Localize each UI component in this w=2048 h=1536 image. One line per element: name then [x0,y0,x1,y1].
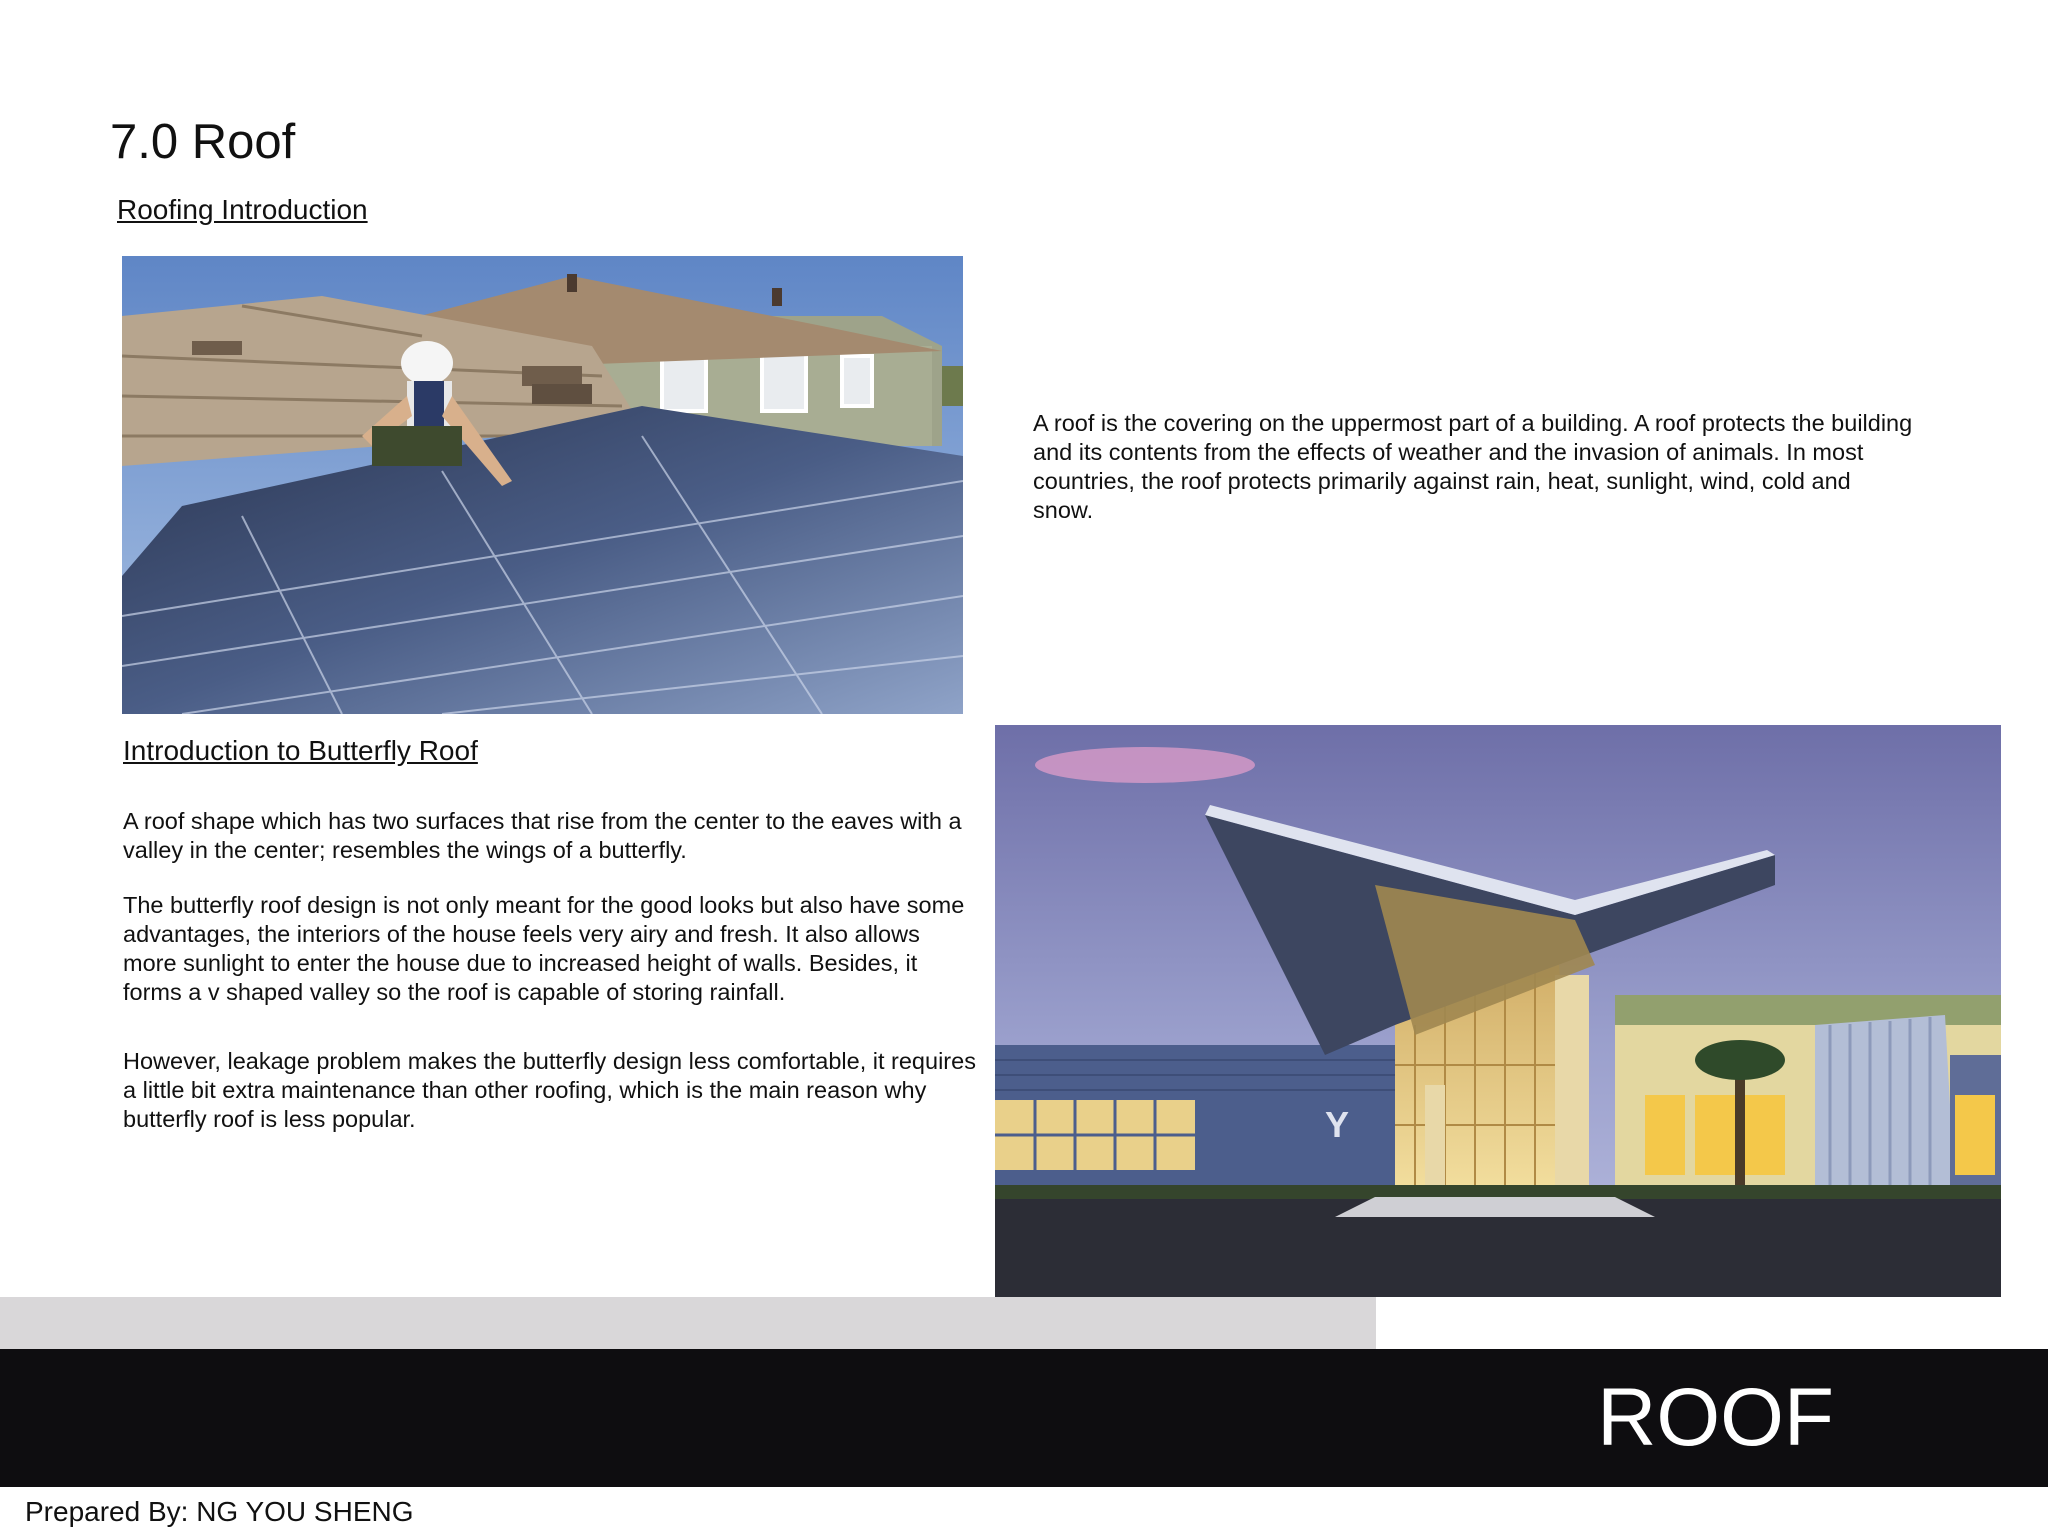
solar-roof-photo [122,256,963,714]
grey-band [0,1297,1376,1349]
roof-band-title: ROOF [1597,1372,1834,1463]
butterfly-roof-paragraph-1: A roof shape which has two surfaces that rise from the center to the eaves with a valley in the center; resembles the wings of a butterfly. [123,808,962,863]
page-title: 7.0 Roof [110,115,296,169]
butterfly-roof-paragraph-2: The butterfly roof design is not only meant for the good looks but also have some advantages, the interiors of the house feels very airy and fresh. It also allows more sunlight to enter the house due to increased height of walls. Besides, it forms a v shaped valley so the roof is capable of storing rainfall. [123,892,965,1005]
prepared-by-footer: Prepared By: NG YOU SHENG [25,1496,414,1527]
roofing-introduction-paragraph: A roof is the covering on the uppermost part of a building. A roof protects the building and its contents from the effects of weather and the invasion of animals. In most countries, the roof protects primarily against rain, heat, sunlight, wind, cold and snow. [1033,410,1913,523]
roofing-introduction-heading: Roofing Introduction [117,194,368,225]
butterfly-roof-heading: Introduction to Butterfly Roof [123,735,478,766]
svg-text:Y: Y [1325,1104,1350,1145]
butterfly-roof-building-photo [995,725,2001,1297]
butterfly-roof-paragraph-3: However, leakage problem makes the butterfly design less comfortable, it requires a little bit extra maintenance than other roofing, which is the main reason why butterfly roof is less popular. [123,1048,976,1132]
